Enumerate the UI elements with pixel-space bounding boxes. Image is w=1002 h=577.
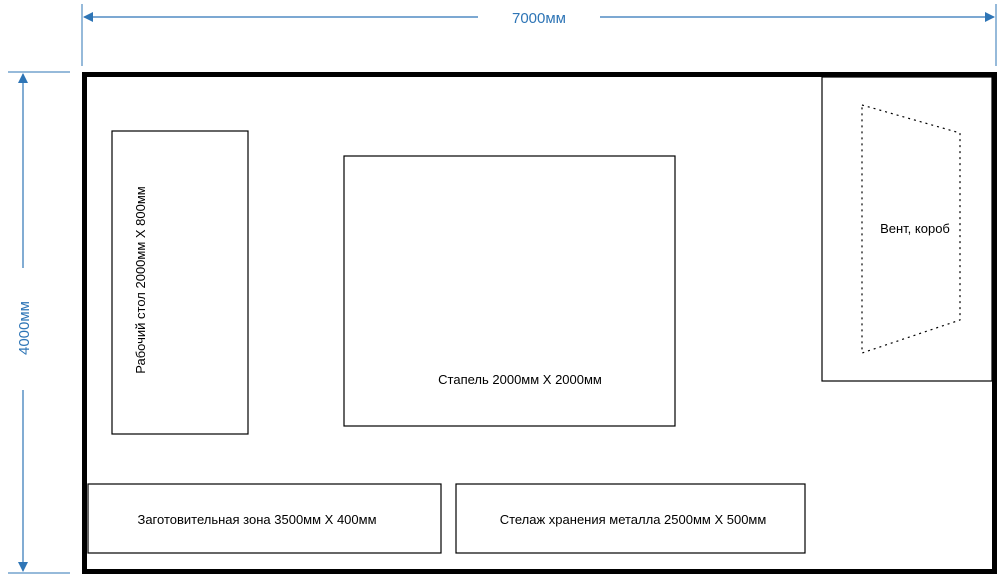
vent-zone	[822, 77, 992, 381]
workbench-zone	[112, 131, 248, 434]
metal-rack-zone	[456, 484, 805, 553]
slipway-label: Стапель 2000мм X 2000мм	[438, 372, 602, 387]
width-label: 7000мм	[512, 10, 566, 27]
height-dimension	[8, 72, 70, 573]
prep-zone	[88, 484, 441, 553]
slipway-zone	[344, 156, 675, 426]
prep-zone-label: Заготовительная зона 3500мм X 400мм	[137, 512, 377, 527]
height-label: 4000мм	[16, 301, 33, 355]
workbench-label: Рабочий стол 2000мм X 800мм	[133, 186, 148, 374]
room-outline	[85, 75, 995, 572]
width-dimension	[82, 4, 996, 66]
vent-label: Вент, короб	[880, 221, 950, 236]
metal-rack-label: Стелаж хранения металла 2500мм X 500мм	[499, 512, 767, 527]
